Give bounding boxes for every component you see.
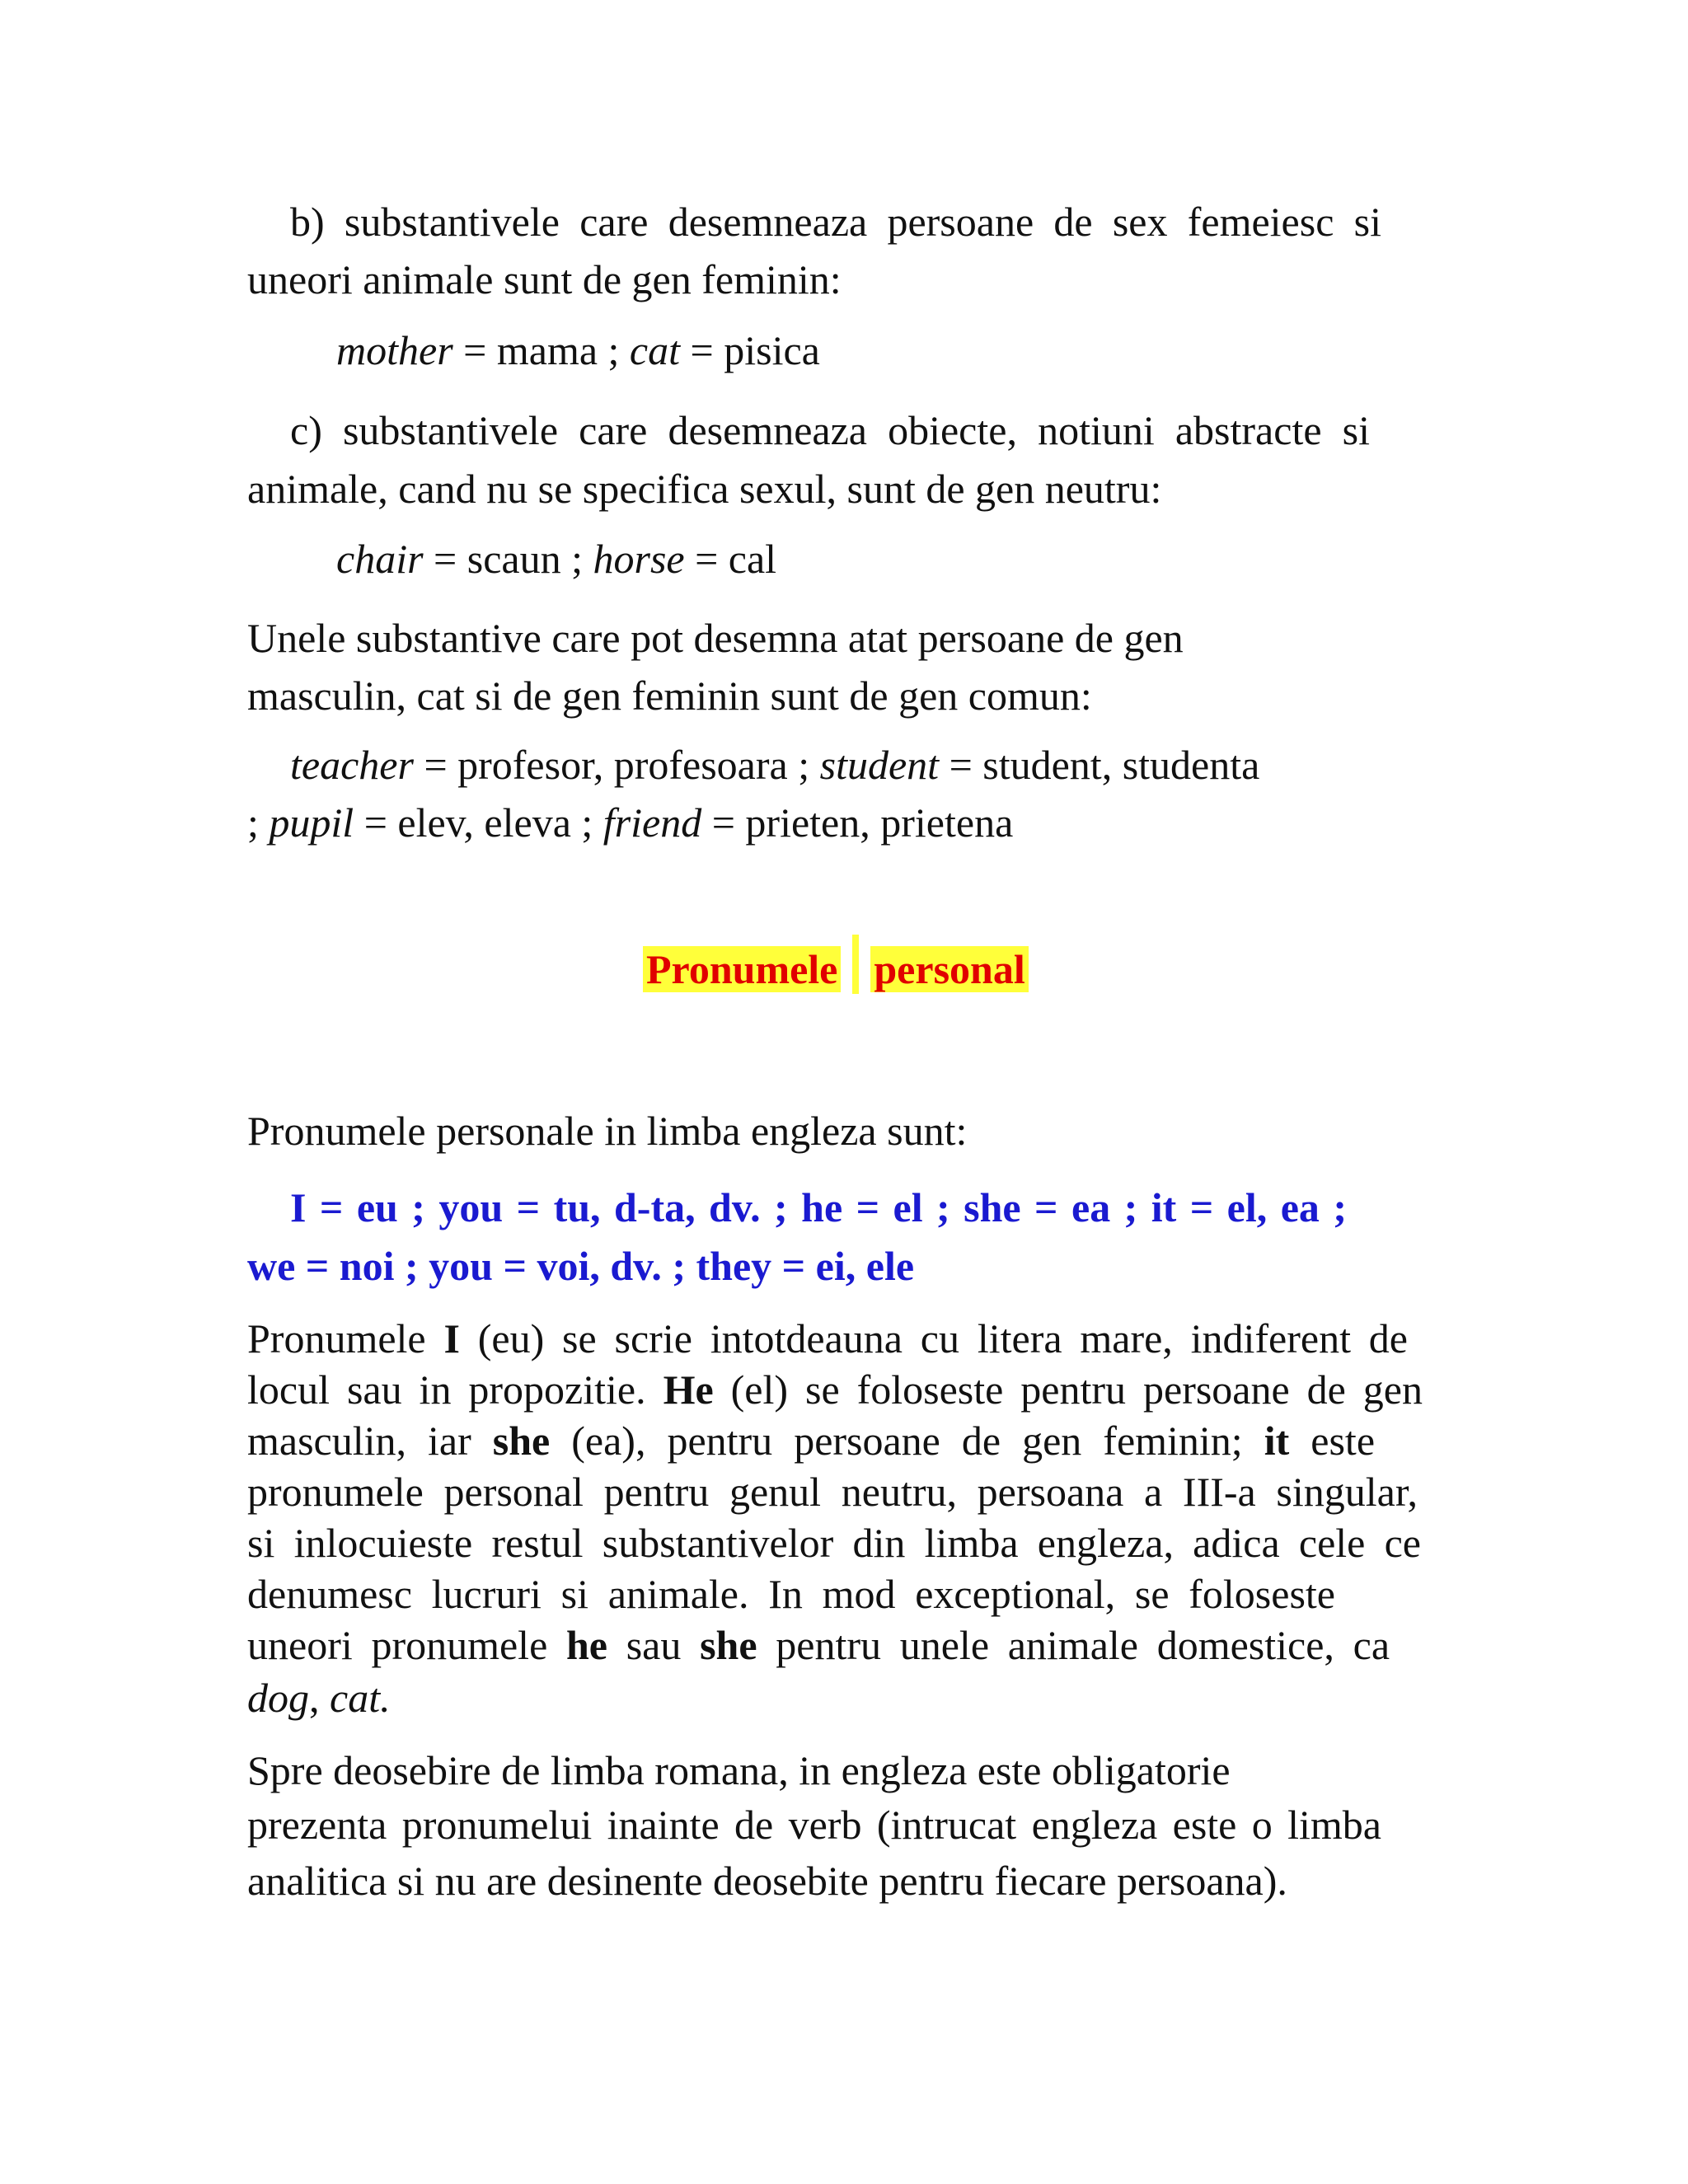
- section-b-line-1: b) substantivele care desemneaza persoane de sex femeiesc si: [290, 199, 1381, 245]
- common-gender-line-2: masculin, cat si de gen feminin sunt de gen comun:: [247, 673, 1092, 719]
- example-word: dog: [247, 1675, 309, 1721]
- pronoun-term: she: [700, 1622, 757, 1668]
- example-word: horse: [593, 536, 685, 582]
- usage-line-8: dog, cat.: [247, 1675, 391, 1721]
- example-word: pupil: [269, 799, 354, 846]
- heading-word-2: personal: [870, 946, 1028, 992]
- section-c-line-2: animale, cand nu se specifica sexul, sunt de gen neutru:: [247, 466, 1162, 512]
- section-c-example: [336, 534, 776, 583]
- common-gender-example-1: [290, 740, 1259, 790]
- section-heading: [643, 944, 1029, 994]
- pronoun-term: she: [492, 1418, 551, 1464]
- example-text: = student, studenta: [939, 742, 1260, 788]
- example-word: mother: [336, 327, 453, 373]
- example-text: = elev, eleva ;: [354, 799, 603, 846]
- pronoun-term: He: [663, 1366, 714, 1413]
- example-text: = profesor, profesoara ;: [413, 742, 820, 788]
- pronoun-term: he: [566, 1622, 607, 1668]
- section-b-example: [336, 326, 820, 375]
- example-word: teacher: [290, 742, 414, 788]
- usage-line-4: pronumele personal pentru genul neutru, persoana a III-a singular,: [247, 1469, 1418, 1515]
- pronoun-term: it: [1264, 1418, 1290, 1464]
- example-word: friend: [603, 799, 702, 846]
- pronoun-list-line-1: I = eu ; you = tu, d-ta, dv. ; he = el ; she = ea ; it = el, ea ;: [290, 1184, 1347, 1230]
- usage-line-7: uneori pronumele he sau she pentru unele animale domestice, ca: [247, 1622, 1390, 1668]
- common-gender-example-2: [247, 798, 1013, 847]
- example-text: = prieten, prietena: [701, 799, 1014, 846]
- example-word: student: [819, 742, 940, 788]
- usage-line-5: si inlocuieste restul substantivelor din limba engleza, adica cele ce: [247, 1520, 1421, 1566]
- heading-word-1: Pronumele: [643, 946, 841, 992]
- highlight-mark: [852, 935, 859, 994]
- common-gender-line-1: Unele substantive care pot desemna atat persoane de gen: [247, 615, 1184, 661]
- example-word: chair: [336, 536, 424, 582]
- usage-line-3: masculin, iar she (ea), pentru persoane de gen feminin; it este: [247, 1418, 1376, 1464]
- example-word: cat.: [330, 1675, 391, 1721]
- usage-line-6: denumesc lucruri si animale. In mod exceptional, se foloseste: [247, 1571, 1335, 1617]
- pronoun-list-line-2: we = noi ; you = voi, dv. ; they = ei, ele: [247, 1243, 915, 1289]
- example-text: ;: [247, 799, 270, 846]
- usage-line-1: Pronumele I (eu) se scrie intotdeauna cu litera mare, indiferent de: [247, 1315, 1408, 1361]
- difference-line-3: analitica si nu are desinente deosebite pentru fiecare persoana).: [247, 1858, 1287, 1904]
- pronouns-intro: Pronumele personale in limba engleza sunt:: [247, 1108, 968, 1154]
- section-b-line-2: uneori animale sunt de gen feminin:: [247, 256, 842, 302]
- difference-line-1: Spre deosebire de limba romana, in engleza este obligatorie: [247, 1747, 1231, 1793]
- example-text: = pisica: [680, 327, 820, 373]
- pronoun-term: I: [443, 1315, 460, 1361]
- difference-line-2: prezenta pronumelui inainte de verb (intrucat engleza este o limba: [247, 1802, 1381, 1848]
- section-c-line-1: c) substantivele care desemneaza obiecte, notiuni abstracte si: [290, 407, 1370, 453]
- usage-line-2: locul sau in propozitie. He (el) se foloseste pentru persoane de gen: [247, 1366, 1423, 1413]
- example-word: cat: [629, 327, 681, 373]
- example-text: = mama ;: [452, 327, 630, 373]
- example-text: = scaun ;: [423, 536, 593, 582]
- example-text: = cal: [684, 536, 777, 582]
